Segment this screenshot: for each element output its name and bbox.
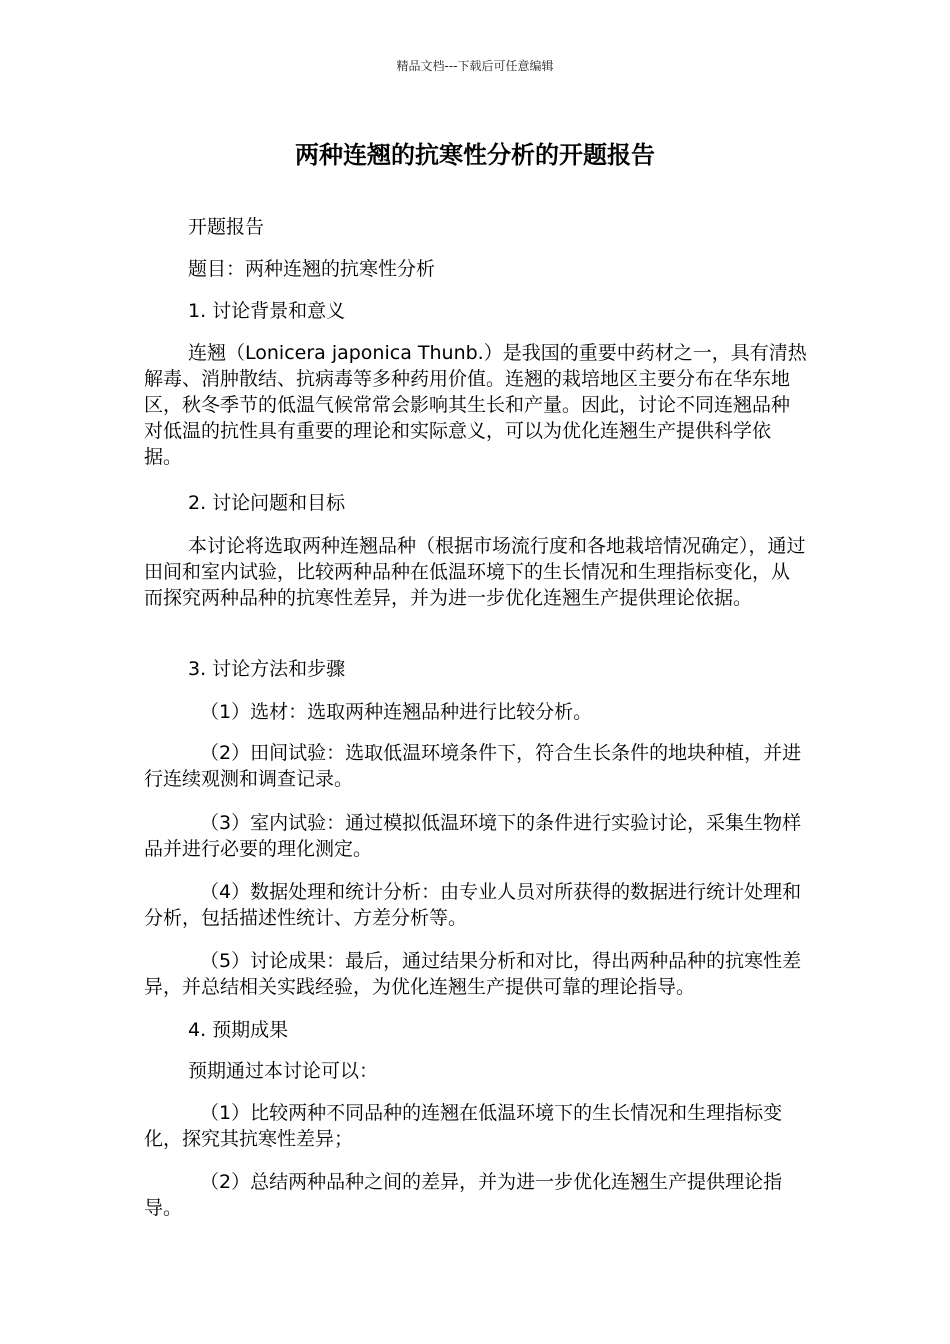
expected-intro: 预期通过本讨论可以： bbox=[188, 1060, 379, 1082]
expected-item-2: （2）总结两种品种之间的差异，并为进一步优化连翘生产提供理论指导。 bbox=[144, 1171, 783, 1219]
heading-method: 3. 讨论方法和步骤 bbox=[188, 658, 346, 680]
expected-item-1: （1）比较两种不同品种的连翘在低温环境下的生长情况和生理指标变化，探究其抗寒性差异； bbox=[144, 1102, 783, 1150]
heading-background: 1. 讨论背景和意义 bbox=[188, 300, 346, 322]
method-step-4: （4）数据处理和统计分析：由专业人员对所获得的数据进行统计处理和分析，包括描述性统计、方差分析等。 bbox=[144, 881, 802, 929]
header-note: 精品文档---下载后可任意编辑 bbox=[396, 59, 554, 73]
topic-line: 题目：两种连翘的抗寒性分析 bbox=[188, 258, 436, 280]
paragraph-problem: 本讨论将选取两种连翘品种（根据市场流行度和各地栽培情况确定），通过田间和室内试验，比较两种品种在低温环境下的生长情况和生理指标变化，从而探究两种品种的抗寒性差异，并为进一步优化连翘生产提供理论依据。 bbox=[144, 535, 806, 609]
heading-expected: 4. 预期成果 bbox=[188, 1019, 289, 1041]
paragraph-background: 连翘（Lonicera japonica Thunb.）是我国的重要中药材之一，具有清热解毒、消肿散结、抗病毒等多种药用价值。连翘的栽培地区主要分布在华东地区，秋冬季节的低温气候常常会影响其生长和产量。因此，讨论不同连翘品种对低温的抗性具有重要的理论和实际意义，可以为优化连翘生产提供科学依据。 bbox=[144, 342, 807, 468]
method-step-2: （2）田间试验：选取低温环境条件下，符合生长条件的地块种植，并进行连续观测和调查记录。 bbox=[144, 742, 802, 790]
method-step-1: （1）选材：选取两种连翘品种进行比较分析。 bbox=[200, 701, 593, 723]
section-label-report: 开题报告 bbox=[188, 216, 265, 238]
heading-problem: 2. 讨论问题和目标 bbox=[188, 492, 346, 514]
document-title: 两种连翘的抗寒性分析的开题报告 bbox=[295, 141, 655, 169]
method-step-3: （3）室内试验：通过模拟低温环境下的条件进行实验讨论，采集生物样品并进行必要的理化测定。 bbox=[144, 812, 802, 860]
method-step-5: （5）讨论成果：最后，通过结果分析和对比，得出两种品种的抗寒性差异，并总结相关实践经验，为优化连翘生产提供可靠的理论指导。 bbox=[144, 950, 802, 998]
